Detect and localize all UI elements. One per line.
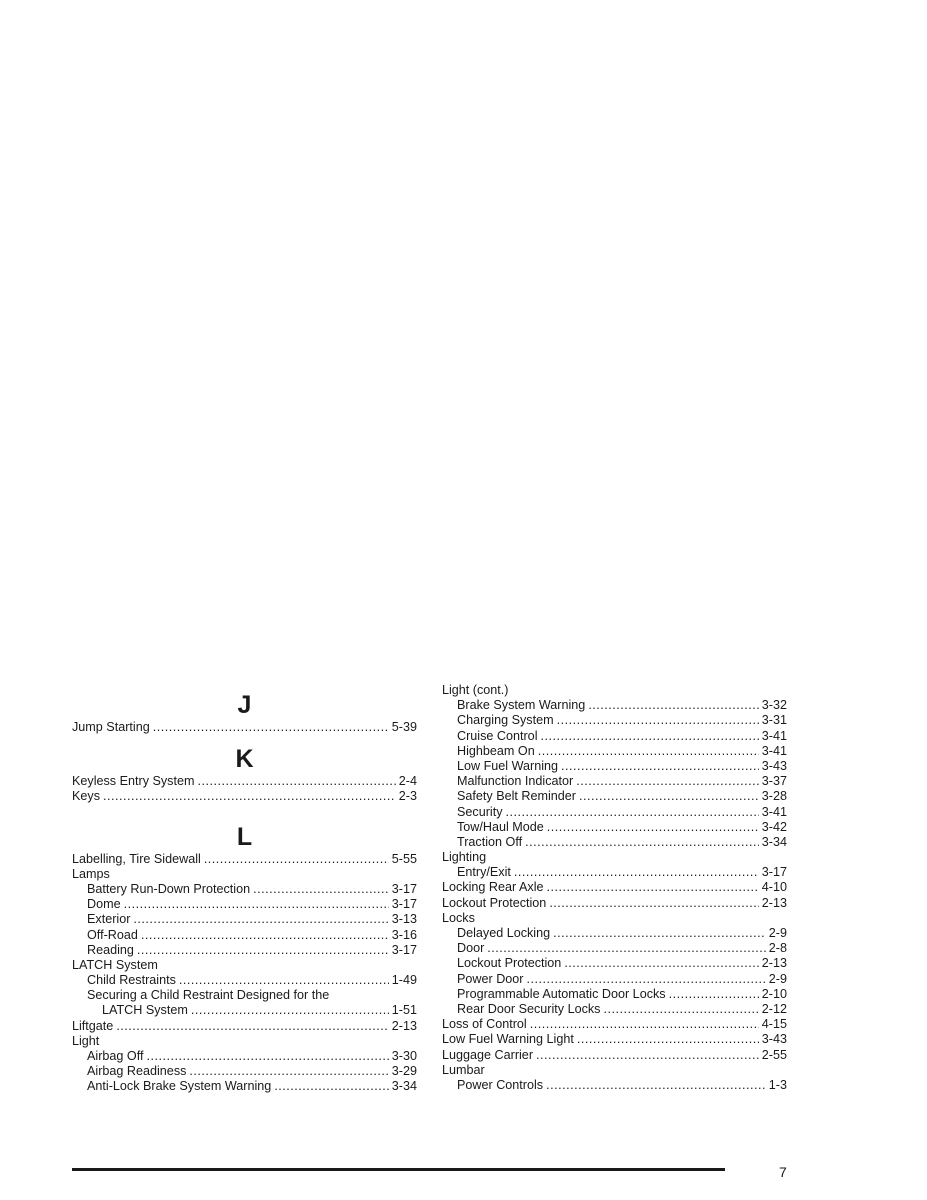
entry-label: Security <box>457 804 503 819</box>
entry-label: Lockout Protection <box>457 956 562 971</box>
entry-page: 3-32 <box>761 698 787 713</box>
entry-label: Tow/Haul Mode <box>457 819 544 834</box>
index-entry-luggage-carrier <box>442 1048 787 1063</box>
entry-page: 2-4 <box>398 774 417 789</box>
entry-label: LATCH System <box>72 957 158 972</box>
entry-label: Anti-Lock Brake System Warning <box>87 1079 272 1094</box>
entry-page: 2-55 <box>761 1047 787 1062</box>
entry-page: 3-34 <box>761 834 787 849</box>
entry-page: 2-13 <box>761 956 787 971</box>
entry-label: Low Fuel Warning <box>457 758 559 773</box>
index-entry-programmable-automatic-door-locks <box>442 987 787 1002</box>
entry-page: 3-31 <box>761 713 787 728</box>
entry-label: Safety Belt Reminder <box>457 789 576 804</box>
entry-label: Securing a Child Restraint Designed for the <box>87 988 330 1003</box>
entry-page: 3-17 <box>391 881 417 896</box>
entry-page: 2-8 <box>768 941 787 956</box>
entry-label: Power Controls <box>457 1077 544 1092</box>
entry-label: Liftgate <box>72 1018 114 1033</box>
entry-page: 4-15 <box>761 1017 787 1032</box>
index-entry-liftgate <box>72 1019 417 1034</box>
index-entry-cruise-control <box>442 729 787 744</box>
entry-page: 3-43 <box>761 1032 787 1047</box>
index-entry-keys <box>72 789 417 804</box>
section-heading-l: L <box>236 822 253 851</box>
entry-label: Keyless Entry System <box>72 774 195 789</box>
entry-page: 5-55 <box>391 851 417 866</box>
entry-page: 3-41 <box>761 728 787 743</box>
page-number: 7 <box>779 1164 787 1180</box>
index-entry-battery-run-down-protection <box>72 882 417 897</box>
entry-label: LATCH System <box>102 1003 188 1018</box>
entry-label: Luggage Carrier <box>442 1047 534 1062</box>
index-entry-airbag-off <box>72 1049 417 1064</box>
index-column-left <box>72 683 417 1095</box>
entry-page: 1-49 <box>391 973 417 988</box>
index-heading-lumbar <box>442 1063 787 1078</box>
index-entry-malfunction-indicator <box>442 774 787 789</box>
index-entry-power-door <box>442 972 787 987</box>
index-entry-traction-off <box>442 835 787 850</box>
index-entry-power-controls <box>442 1078 787 1093</box>
index-entry-child-restraints <box>72 973 417 988</box>
index-entry-keyless-entry-system <box>72 774 417 789</box>
entry-label: Child Restraints <box>87 973 176 988</box>
entry-page: 3-17 <box>391 897 417 912</box>
entry-label: Cruise Control <box>457 728 538 743</box>
entry-page: 2-12 <box>761 1001 787 1016</box>
index-entry-airbag-readiness <box>72 1064 417 1079</box>
index-entry-rear-door-security-locks <box>442 1002 787 1017</box>
index-entry-latch-system-continued <box>72 1003 417 1018</box>
entry-page: 3-41 <box>761 743 787 758</box>
index-entry-entry-exit <box>442 865 787 880</box>
index-entry-charging-system <box>442 713 787 728</box>
index-heading-lamps <box>72 867 417 882</box>
entry-page: 3-42 <box>761 819 787 834</box>
entry-label: Delayed Locking <box>457 926 551 940</box>
entry-label: Low Fuel Warning Light <box>442 1032 574 1047</box>
entry-page: 5-39 <box>391 720 417 734</box>
entry-label: Labelling, Tire Sidewall <box>72 851 201 866</box>
index-entry-labelling-tire-sidewall <box>72 852 417 867</box>
entry-page: 1-51 <box>391 1003 417 1018</box>
entry-page: 3-28 <box>761 789 787 804</box>
entry-label: Door <box>457 941 485 956</box>
index-heading-light <box>72 1034 417 1049</box>
entry-label: Locks <box>442 910 475 925</box>
entry-page: 3-13 <box>391 912 417 927</box>
entry-page: 2-10 <box>761 986 787 1001</box>
index-column-right <box>442 683 787 1093</box>
index-entry-brake-system-warning <box>442 698 787 713</box>
footer-rule <box>72 1168 725 1171</box>
index-heading-light-cont <box>442 683 787 698</box>
entry-label: Loss of Control <box>442 1017 527 1032</box>
index-entry-low-fuel-warning-light <box>442 1032 787 1047</box>
index-entry-dome <box>72 897 417 912</box>
entry-page: 3-30 <box>391 1049 417 1063</box>
entry-label: Reading <box>87 942 134 957</box>
index-entry-security <box>442 805 787 820</box>
entry-label: Airbag Off <box>87 1049 144 1063</box>
index-entry-anti-lock-brake-system-warning <box>72 1079 417 1094</box>
index-heading-latch-system <box>72 958 417 973</box>
entry-label: Charging System <box>457 713 554 728</box>
entry-page: 2-13 <box>391 1018 417 1033</box>
entry-label: Entry/Exit <box>457 865 511 880</box>
index-heading-locks <box>442 911 787 926</box>
entry-page: 2-9 <box>768 926 787 940</box>
index-entry-tow-haul-mode <box>442 820 787 835</box>
entry-label: Light (cont.) <box>442 683 509 697</box>
entry-page: 2-13 <box>761 895 787 910</box>
entry-label: Light <box>72 1033 100 1048</box>
index-entry-securing-child-restraint <box>72 988 417 1003</box>
index-entry-exterior <box>72 912 417 927</box>
entry-label: Brake System Warning <box>457 698 586 713</box>
index-entry-locking-rear-axle <box>442 880 787 895</box>
entry-page: 2-9 <box>768 971 787 986</box>
section-heading-j: J <box>237 691 252 719</box>
entry-label: Off-Road <box>87 927 138 942</box>
entry-page: 1-3 <box>768 1077 787 1092</box>
entry-label: Battery Run-Down Protection <box>87 881 251 896</box>
index-entry-highbeam-on <box>442 744 787 759</box>
index-entry-loss-of-control <box>442 1017 787 1032</box>
entry-label: Rear Door Security Locks <box>457 1001 601 1016</box>
entry-page: 3-41 <box>761 804 787 819</box>
entry-page: 3-29 <box>391 1064 417 1079</box>
entry-label: Keys <box>72 789 100 804</box>
entry-label: Lumbar <box>442 1062 485 1077</box>
entry-label: Traction Off <box>457 834 523 849</box>
index-entry-reading <box>72 943 417 958</box>
entry-page: 4-10 <box>761 880 787 895</box>
entry-label: Dome <box>87 897 121 912</box>
index-entry-door <box>442 941 787 956</box>
entry-label: Power Door <box>457 971 524 986</box>
entry-label: Jump Starting <box>72 720 150 734</box>
entry-page: 3-34 <box>391 1079 417 1094</box>
index-entry-off-road <box>72 928 417 943</box>
entry-label: Locking Rear Axle <box>442 880 544 895</box>
entry-page: 3-16 <box>391 927 417 942</box>
entry-page: 3-17 <box>761 865 787 880</box>
entry-label: Programmable Automatic Door Locks <box>457 986 666 1001</box>
entry-page: 3-37 <box>761 774 787 789</box>
section-heading-k: K <box>235 745 254 774</box>
entry-page: 2-3 <box>398 789 417 804</box>
entry-label: Malfunction Indicator <box>457 774 574 789</box>
entry-label: Exterior <box>87 912 131 927</box>
index-entry-locks-lockout-protection <box>442 956 787 971</box>
index-heading-lighting <box>442 850 787 865</box>
entry-page: 3-43 <box>761 758 787 773</box>
entry-label: Airbag Readiness <box>87 1064 187 1079</box>
entry-label: Highbeam On <box>457 743 535 758</box>
entry-label: Lockout Protection <box>442 895 547 910</box>
index-entry-jump-starting <box>72 720 417 735</box>
index-entry-delayed-locking <box>442 926 787 941</box>
entry-label: Lamps <box>72 866 110 881</box>
index-entry-safety-belt-reminder <box>442 789 787 804</box>
index-entry-low-fuel-warning <box>442 759 787 774</box>
entry-label: Lighting <box>442 850 487 865</box>
entry-page: 3-17 <box>391 942 417 957</box>
index-entry-lockout-protection <box>442 896 787 911</box>
